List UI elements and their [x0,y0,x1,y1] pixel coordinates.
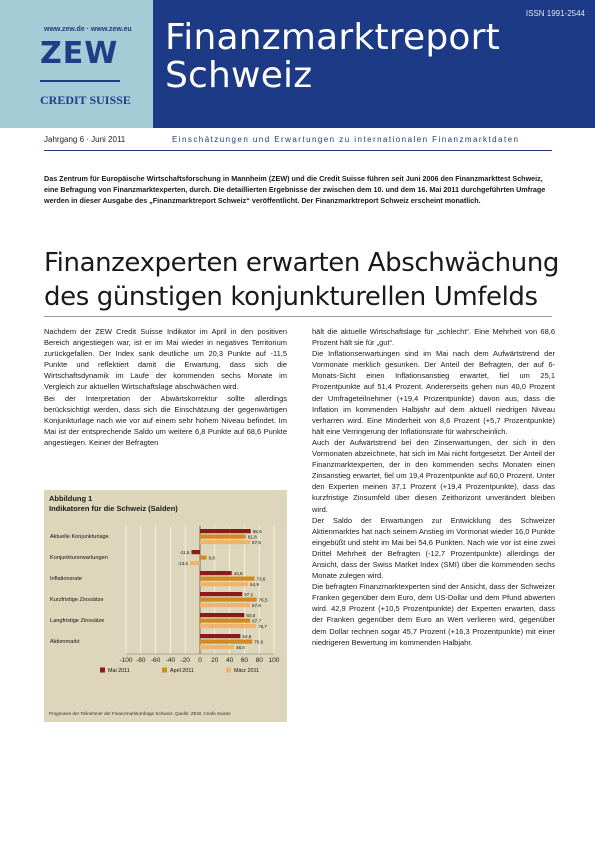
credit-suisse-logo: CREDIT SUISSE [40,93,131,107]
legend-label: Mai 2011 [108,668,130,674]
bar [190,561,200,565]
category-label: Langfristige Zinssätze [50,618,105,624]
data-label: -11,5 [179,549,190,555]
figure-1 [44,490,287,722]
data-label: 57,1 [244,591,254,597]
category-label: Kurzfristige Zinssätze [50,597,104,603]
data-label: 8,8 [208,555,215,561]
figure-title: Indikatoren für die Schweiz (Salden) [49,504,178,513]
x-tick-label: 20 [211,657,219,664]
x-tick-label: -20 [180,657,190,664]
category-label: Konjunkturerwartungen [50,555,108,561]
paragraph: Auch der Aufwärtstrend bei den Zinserwartungen, der sich in den Vormonaten abzeichnete, hat sich im Mai nicht fortgesetzt. Der Anteil der Finanzmarktexperten, der in den kommenden sechs Monaten einen Zinsanstieg erwartet, fiel um 19,4 Prozentpunkte auf 60,0 Prozent. Unter den Experten meinen 37,1 Prozent (+19,4 Prozentpunkte), dass das kurzfristige Zinsumfeld über diesen Zeithorizont unverändert bleiben wird. [312,437,555,514]
data-label: 67,7 [252,618,262,624]
zew-logo: ZEW [40,36,119,71]
data-label: 68,6 [252,528,262,534]
website-urls: www.zew.de · www.zew.eu [44,26,132,33]
legend-label: April 2011 [170,668,194,674]
x-tick-label: -80 [136,657,146,664]
report-subtitle: Einschätzungen und Erwartungen zu internationalen Finanzmarktdaten [172,135,520,144]
x-tick-label: -100 [119,657,133,664]
paragraph: Nachdem der ZEW Credit Suisse Indikator im April in den positiven Bereich angestiegen war, ist er im Mai wieder in negatives Territorium zurückgefallen. Der Index sank deutliche um 20,3 Punkte auf -11,5 Punkte und reflektiert damit die Erwartung, dass sich die Wirtschaftsdynamik im Laufe der kommenden sechs Monate im Vergleich zur aktuellen Wirtschaftslage abschwächen wird. [44,327,287,392]
bar [200,571,232,575]
bar [200,582,248,586]
x-tick-label: 60 [240,657,249,664]
intro-text: Das Zentrum für Europäische Wirtschaftsforschung in Mannheim (ZEW) und die Credit Suisse führen seit Juni 2006 den Finanzmarkttest Schweiz, eine Befragung von Finanzmarktexperten, durch. Die detaillierten Ergebnisse der zwischen dem 10. und dem 16. Mai 2011 durchgeführten Umfrage werden in dieser Ausgabe des „Finanzmarktreport Schweiz“ veröffentlicht. Der Finanzmarktreport Schweiz erscheint monatlich. [44,174,546,205]
bar [200,603,250,607]
issn: ISSN 1991-2544 [525,9,585,18]
bar [200,577,254,581]
data-label: 67,6 [252,602,261,608]
title-line-1: Finanzmarktreport [165,17,500,58]
logo-panel [0,0,153,128]
x-tick-label: 80 [255,657,263,664]
bar [200,529,251,533]
paragraph: Die befragten Finanzmarktexperten sind der Ansicht, dass der Schweizer Franken gegenüber dem Euro, dem US-Dollar und dem Pfund abwerten wird. 42,9 Prozent (+10,5 Prozentpunkte) der Experten erwarten, dass der Franken gegenüber dem Euro an Wert verlieren wird, gegenüber dem Dollar rechnen sogar 45,7 Prozent (+16,3 Prozentpunkte) mit einer niedrigeren Bewertung im kommenden Halbjahr. [312,582,555,647]
column-left [44,326,287,448]
data-label: 46,0 [236,644,245,650]
paragraph: hält die aktuelle Wirtschaftslage für „schlecht“. Eine Mehrheit von 68,6 Prozent hält sie für „gut“. [312,327,555,348]
headline [44,246,564,314]
x-tick-label: 100 [268,657,280,664]
data-label: 75,7 [258,623,267,629]
data-label: 60,0 [246,612,256,618]
legend-swatch [100,668,105,673]
data-label: 42,8 [233,570,243,576]
bar [191,550,200,554]
logo-divider [40,80,120,82]
x-tick-label: -40 [165,657,176,664]
report-title [165,19,500,95]
x-tick-label: 40 [225,657,234,664]
bar [200,634,240,638]
headline-line-1: Finanzexperten erwarten Abschwächung [44,248,560,278]
figure-source: Prognosen der Teilnehmer der Finanzmarktumfrage Schweiz. Quelle: ZEW, Credit Suisse [49,711,231,716]
category-label: Aktuelle Konjunkturlage [50,534,109,540]
legend-swatch [226,668,231,673]
bar [200,592,242,596]
indicator-chart [44,490,287,722]
legend-label: März 2011 [234,668,260,674]
bar [200,640,252,644]
bar [200,645,234,649]
data-label: 70,6 [254,639,264,645]
bar [200,598,257,602]
x-tick-label: 0 [198,657,202,664]
x-tick-label: -60 [150,657,161,664]
title-banner [153,0,595,128]
bar [200,613,244,617]
data-label: 54,6 [242,633,252,639]
bar [200,535,246,539]
category-label: Inflationsrate [50,576,83,582]
title-line-2: Schweiz [165,55,313,96]
data-label: 67,6 [252,539,261,545]
headline-rule [44,316,552,317]
data-label: 73,6 [256,576,266,582]
column-right [312,326,555,648]
paragraph: Die Inflationserwartungen sind im Mai nach dem Aufwärtstrend der Vormonate merklich gesunken. Der Anteil der Befragten, der auf 6-Monats-Sicht einen Inflationsanstieg erwartet, fiel um 25,1 Prozentpunkte auf 51,4 Prozent. Andererseits gehen nun 40,0 Prozent der Umfrageteilnehmer (+19,4 Prozentpunkte) davon aus, dass die Inflation im kommenden Halbjahr auf dem aktuell niedrigen Niveau verharren wird. Eine Minderheit von 8,6 Prozent (+5,7 Prozentpunkte) hält eine Verringerung der Inflationsrate für wahrscheinlich. [312,349,555,436]
issue-info: Jahrgang 6 · Juni 2011 [44,135,126,144]
bar [200,556,207,560]
paragraph: Bei der Interpretation der Abwärtskorrektur sollte allerdings berücksichtigt werden, dass sich die Einschätzung der gegenwärtigen Konjunkturlage nach wie vor auf einem sehr hohem Niveau befindet. Im Mai ist der entsprechende Saldo um weitere 6,8 Punkte auf 68,6 Punkte angestiegen. Keiner der Befragten [44,393,287,447]
bar [200,540,250,544]
paragraph: Der Saldo der Erwartungen zur Entwicklung des Schweizer Aktienmarktes hat nach seinem Anstieg im Vormonat wieder 16,0 Punkte eingebüßt und steht im Mai bei 54,6 Punkten. Nach wie vor ist eine zwei Drittel Mehrheit der Befragten (-12,7 Prozentpunkte) allerdings der Ansicht, dass der Swiss Market Index (SMI) über die kommenden sechs Monate zulegen wird. [312,515,555,581]
category-label: Aktienmarkt [50,639,80,645]
data-label: 64,9 [250,581,259,587]
data-label: 76,5 [258,597,268,603]
headline-line-2: des günstigen konjunkturellen Umfelds [44,282,538,312]
legend-swatch [162,668,167,673]
header-rule [44,150,552,151]
bar [200,624,256,628]
data-label: -13,5 [177,560,189,566]
data-label: 61,8 [247,534,257,540]
figure-number: Abbildung 1 [49,494,93,503]
bar [200,619,250,623]
